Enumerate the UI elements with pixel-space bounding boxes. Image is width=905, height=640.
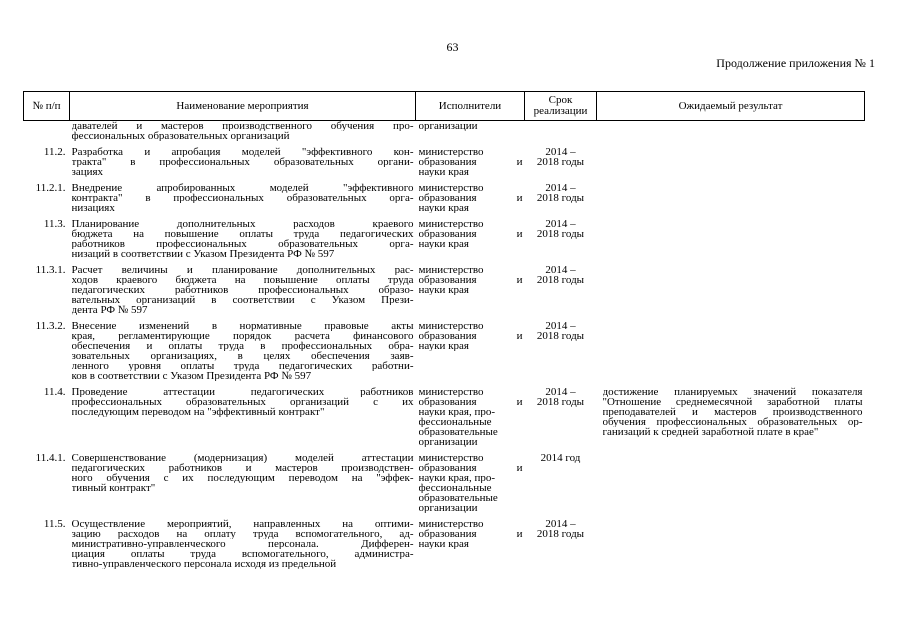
expected-result-line: ганизаций к средней заработной плате в крае" [602,427,819,437]
header-executors: Исполнители [416,92,525,121]
measure-name-line: последующим переводом на "эффективный контракт" [71,407,325,417]
table-row [24,387,865,453]
expected-result-line: обучения профессиональных образовательных ор- [602,417,863,427]
executors [416,387,525,453]
measure-name [70,519,416,575]
header-result: Ожидаемый результат [597,92,865,121]
term [525,219,597,265]
expected-result [597,321,865,387]
term-line: 2014 – [545,519,576,529]
executors-line: министерство [418,387,484,397]
measure-name [70,321,416,387]
measure-name-line: Совершенствование (модернизация) моделей аттестации [71,453,414,463]
term [525,453,597,519]
executors-line: науки края [418,203,469,213]
table-row [24,321,865,387]
measure-name-line: тивный контракт" [71,483,156,493]
executors-line: организации [418,121,478,131]
row-number: 11.2.1. [35,182,66,194]
measure-name-line: зовательных организациях, в целях обеспечения заяв- [71,351,414,361]
measure-name-line: министративно-управленческого персонала. Дифферен- [71,539,414,549]
term-line: 2014 – [545,265,576,275]
measure-name-line: низаций в соответствии с Указом Президента РФ № 597 [71,249,335,259]
measure-name-line: вательных организаций в соответствии с Указом Прези- [71,295,414,305]
expected-result [597,183,865,219]
measure-name-line: фессиональных образовательных организаций [71,131,290,141]
row-number [24,121,70,148]
measure-name [70,219,416,265]
executors [416,121,525,148]
measures-table [23,91,865,575]
term-line: 2018 годы [536,193,585,203]
term-line: 2014 год [540,453,581,463]
executors-line: науки края [418,539,469,549]
executors [416,321,525,387]
row-number: 11.3.1. [35,264,66,276]
term [525,147,597,183]
table-header-row [24,92,865,121]
expected-result-line: "Отношение среднемесячной заработной платы [602,397,863,407]
measure-name-line: ходов краевого бюджета на повышение оплаты труда [71,275,414,285]
measure-name-line: педагогических работников и мастеров производствен- [71,463,414,473]
executors-line: образования и [418,463,523,473]
header-term: Срок реализации [525,92,597,121]
term [525,265,597,321]
table-row [24,265,865,321]
measure-name-line: дента РФ № 597 [71,305,148,315]
table-row [24,219,865,265]
measure-name-line: низациях [71,203,115,213]
row-number: 11.4.1. [35,452,66,464]
executors-line: науки края [418,285,469,295]
measure-name-line: педагогических работников профессиональных образо- [71,285,414,295]
executors-line: образования и [418,193,523,203]
measure-name-line: тивно-управленческого персонала исходя из предельной [71,559,337,569]
executors [416,183,525,219]
term-line: 2018 годы [536,275,585,285]
executors-line: фессиональные [418,417,492,427]
row-number: 11.3.2. [35,320,66,332]
executors-line: министерство [418,219,484,229]
measure-name-line: ков в соответствии с Указом Президента РФ № 597 [71,371,312,381]
measure-name-line: профессиональных образовательных организаций с их [71,397,414,407]
term-line: 2014 – [545,321,576,331]
executors-line: министерство [418,321,484,331]
executors-line: образования и [418,397,523,407]
row-number: 11.4. [43,386,66,398]
expected-result [597,265,865,321]
header-name: Наименование мероприятия [70,92,416,121]
measure-name [70,453,416,519]
term [525,321,597,387]
term-line: 2014 – [545,183,576,193]
term-line: 2018 годы [536,529,585,539]
table-row [24,147,865,183]
term-line: 2018 годы [536,397,585,407]
table-row [24,183,865,219]
executors-line: образования и [418,331,523,341]
expected-result [597,147,865,183]
executors-line: фессиональные [418,483,492,493]
measure-name-line: работников профессиональных образовательных орга- [71,239,414,249]
term-line: 2014 – [545,147,576,157]
executors-line: науки края [418,239,469,249]
measure-name [70,121,416,148]
measure-name-line: обеспечения и оплаты труда в профессиональных обра- [71,341,414,351]
term-line: 2014 – [545,219,576,229]
term-line: 2014 – [545,387,576,397]
measure-name-line: Расчет величины и планирование дополнительных рас- [71,265,414,275]
executors-line: науки края, про- [418,473,496,483]
measure-name [70,265,416,321]
executors-line: образовательные [418,427,498,437]
measure-name-line: Разработка и апробация моделей "эффективного кон- [71,147,414,157]
term [525,387,597,453]
executors [416,219,525,265]
term-line: 2018 годы [536,157,585,167]
term [525,183,597,219]
measure-name-line: ленного уровня оплаты труда педагогических работни- [71,361,414,371]
header-num: № п/п [24,92,70,121]
executors-line: образовательные [418,493,498,503]
measure-name [70,183,416,219]
measure-name-line: края, регламентирующие порядок расчета финансового [71,331,414,341]
executors-line: министерство [418,147,484,157]
executors-line: министерство [418,265,484,275]
term-line: 2018 годы [536,331,585,341]
executors-line: образования и [418,229,523,239]
table-row [24,453,865,519]
row-number: 11.5. [43,518,66,530]
measure-name-line: Планирование дополнительных расходов краевого [71,219,414,229]
executors-line: организации [418,503,478,513]
table-body [24,121,865,576]
executors [416,147,525,183]
measure-name-line: зацию расходов на оплату труда вспомогательного, ад- [71,529,414,539]
executors-line: министерство [418,519,484,529]
measure-name-line: Внесение изменений в нормативные правовые акты [71,321,414,331]
page-number: 63 [446,40,459,54]
executors-line: образования и [418,529,523,539]
measure-name-line: Внедрение апробированных моделей "эффективного [71,183,414,193]
table-row [24,519,865,575]
measure-name-line: давателей и мастеров производственного обучения про- [71,121,414,131]
executors-line: организации [418,437,478,447]
measure-name-line: зациях [71,167,104,177]
table-row [24,121,865,148]
row-number: 11.2. [43,146,66,158]
executors-line: министерство [418,183,484,193]
executors-line: науки края [418,341,469,351]
expected-result [597,219,865,265]
executors-line: науки края, про- [418,407,496,417]
term-line: 2018 годы [536,229,585,239]
term [525,519,597,575]
measure-name-line: контракта" в профессиональных образовательных орга- [71,193,414,203]
executors [416,265,525,321]
executors [416,519,525,575]
measure-name-line: бюджета на повышение оплаты труда педагогических [71,229,414,239]
executors-line: образования и [418,157,523,167]
expected-result [597,453,865,519]
measure-name-line: ного обучения с их последующим переводом на "эффек- [71,473,414,483]
executors [416,453,525,519]
executors-line: министерство [418,453,484,463]
expected-result-line: достижение планируемых значений показателя [602,387,863,397]
expected-result [597,519,865,575]
measure-name-line: Проведение аттестации педагогических работников [71,387,414,397]
expected-result [597,387,865,453]
measure-name-line: тракта" в профессиональных образовательных органи- [71,157,414,167]
row-number: 11.3. [43,218,66,230]
measure-name-line: Осуществление мероприятий, направленных на оптими- [71,519,414,529]
expected-result-line: преподавателей и мастеров производственного [602,407,863,417]
appendix-continuation-label: Продолжение приложения № 1 [716,56,875,70]
expected-result [597,121,865,148]
term [525,121,597,148]
measure-name [70,147,416,183]
measure-name-line: циация оплаты труда вспомогательного, администра- [71,549,414,559]
executors-line: образования и [418,275,523,285]
measure-name [70,387,416,453]
executors-line: науки края [418,167,469,177]
